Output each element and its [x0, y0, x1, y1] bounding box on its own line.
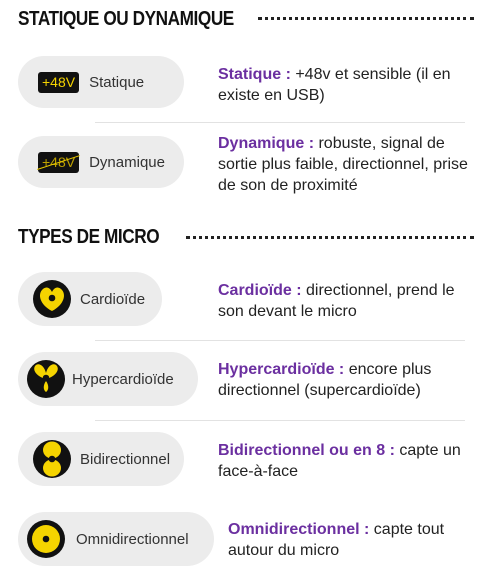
- hypercardioid-icon: [26, 359, 66, 399]
- section-title-statique-dynamique: STATIQUE OU DYNAMIQUE: [18, 8, 234, 30]
- desc-omnidirectional: [228, 519, 480, 561]
- pill-bidirectional: [18, 432, 184, 486]
- section-divider-dots: [186, 236, 474, 239]
- pill-label-statique: Statique: [89, 73, 145, 91]
- pill-label-cardioid: Cardioïde: [80, 290, 146, 308]
- desc-cardioid: [218, 280, 478, 322]
- section-title-types-micro: TYPES DE MICRO: [18, 226, 160, 248]
- term-omnidirectional: Omnidirectionnel :: [228, 521, 370, 538]
- text-hypercardioid: encore plus directionnel (supercardioïde): [218, 361, 432, 399]
- desc-statique: [218, 64, 478, 106]
- term-bidirectional: Bidirectionnel ou en 8 :: [218, 442, 395, 459]
- desc-dynamique: [218, 133, 478, 196]
- term-cardioid: Cardioïde :: [218, 282, 302, 299]
- pill-cardioid: [18, 272, 162, 326]
- pill-omnidirectional: [18, 512, 214, 566]
- separator: [95, 420, 465, 421]
- phantom-power-crossed-badge: +48V: [38, 152, 79, 173]
- pill-label-omnidirectional: Omnidirectionnel: [76, 530, 189, 548]
- phantom-power-badge: +48V: [38, 72, 79, 93]
- desc-hypercardioid: [218, 359, 478, 401]
- omnidirectional-icon: [26, 519, 66, 559]
- pill-label-dynamique: Dynamique: [89, 153, 165, 171]
- pill-hypercardioid: [18, 352, 198, 406]
- term-dynamique: Dynamique :: [218, 135, 315, 152]
- section-divider-dots: [258, 17, 474, 20]
- text-omnidirectional: capte tout autour du micro: [228, 521, 445, 559]
- term-statique: Statique :: [218, 66, 291, 83]
- text-cardioid: directionnel, prend le son devant le micro: [218, 282, 455, 320]
- pill-label-bidirectional: Bidirectionnel: [80, 450, 171, 468]
- term-hypercardioid: Hypercardioïde :: [218, 361, 345, 378]
- separator: [95, 122, 465, 123]
- cardioid-icon: [32, 279, 72, 319]
- text-bidirectional: capte un face-à-face: [218, 442, 461, 480]
- pill-dynamique: [18, 136, 184, 188]
- bidirectional-icon: [32, 439, 72, 479]
- text-dynamique: robuste, signal de sortie plus faible, directionnel, prise de son de proximité: [218, 135, 468, 194]
- desc-bidirectional: [218, 440, 480, 482]
- separator: [95, 340, 465, 341]
- pill-label-hypercardioid: Hypercardioïde: [72, 370, 174, 388]
- pill-statique: [18, 56, 184, 108]
- text-statique: +48v et sensible (il en existe en USB): [218, 66, 451, 104]
